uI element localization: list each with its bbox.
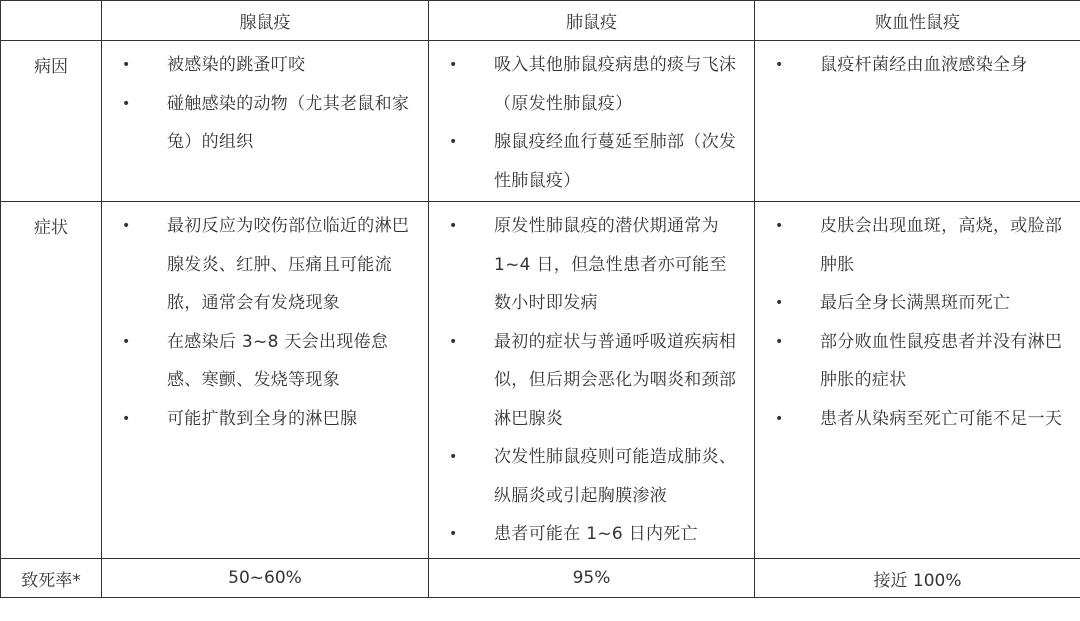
bullet-list bbox=[429, 46, 754, 200]
header-septicemic: 败血性鼠疫 bbox=[755, 1, 1080, 41]
list-item: • 碰触感染的动物（尤其老鼠和家兔）的组织 bbox=[102, 85, 428, 162]
list-item: • 最初的症状与普通呼吸道疾病相似，但后期会恶化为咽炎和颈部淋巴腺炎 bbox=[429, 323, 754, 439]
list-item: • 在感染后 3~8 天会出现倦怠感、寒颤、发烧等现象 bbox=[102, 323, 428, 400]
list-item: • 患者可能在 1~6 日内死亡 bbox=[429, 515, 754, 554]
symptoms-septicemic-cell bbox=[755, 202, 1080, 559]
bullet-list bbox=[429, 207, 754, 554]
list-item: • 腺鼠疫经血行蔓延至肺部（次发性肺鼠疫） bbox=[429, 123, 754, 200]
header-bubonic: 腺鼠疫 bbox=[102, 1, 429, 41]
cause-pneumonic-cell bbox=[429, 41, 755, 202]
list-item: • 最后全身长满黑斑而死亡 bbox=[755, 284, 1080, 323]
list-item: • 患者从染病至死亡可能不足一天 bbox=[755, 400, 1080, 439]
list-item: • 次发性肺鼠疫则可能造成肺炎、纵膈炎或引起胸膜渗液 bbox=[429, 438, 754, 515]
symptoms-pneumonic-cell bbox=[429, 202, 755, 559]
list-item: • 可能扩散到全身的淋巴腺 bbox=[102, 400, 428, 439]
list-item: • 鼠疫杆菌经由血液感染全身 bbox=[755, 46, 1080, 85]
row-label-cause: 病因 bbox=[1, 41, 102, 202]
bullet-list bbox=[102, 46, 428, 162]
cause-septicemic-cell bbox=[755, 41, 1080, 202]
header-row bbox=[1, 1, 1080, 41]
list-item: • 原发性肺鼠疫的潜伏期通常为 1~4 日，但急性患者亦可能至数小时即发病 bbox=[429, 207, 754, 323]
list-item: • 部分败血性鼠疫患者并没有淋巴肿胀的症状 bbox=[755, 323, 1080, 400]
table-row-fatality bbox=[1, 559, 1080, 598]
fatality-pneumonic-value: 95% bbox=[429, 559, 755, 598]
list-item: • 被感染的跳蚤叮咬 bbox=[102, 46, 428, 85]
header-pneumonic: 肺鼠疫 bbox=[429, 1, 755, 41]
list-item: • 吸入其他肺鼠疫病患的痰与飞沫（原发性肺鼠疫） bbox=[429, 46, 754, 123]
cause-bubonic-cell bbox=[102, 41, 429, 202]
fatality-septicemic-value: 接近 100% bbox=[755, 559, 1080, 598]
row-label-symptoms: 症状 bbox=[1, 202, 102, 559]
symptoms-bubonic-cell bbox=[102, 202, 429, 559]
bullet-list bbox=[755, 46, 1080, 85]
header-corner-cell bbox=[1, 1, 102, 41]
table-row-cause bbox=[1, 41, 1080, 202]
bullet-list bbox=[755, 207, 1080, 438]
list-item: • 皮肤会出现血斑，高烧，或脸部肿胀 bbox=[755, 207, 1080, 284]
bullet-list bbox=[102, 207, 428, 438]
list-item: • 最初反应为咬伤部位临近的淋巴腺发炎、红肿、压痛且可能流脓，通常会有发烧现象 bbox=[102, 207, 428, 323]
table-row-symptoms bbox=[1, 202, 1080, 559]
fatality-bubonic-value: 50~60% bbox=[102, 559, 429, 598]
row-label-fatality: 致死率* bbox=[1, 559, 102, 598]
